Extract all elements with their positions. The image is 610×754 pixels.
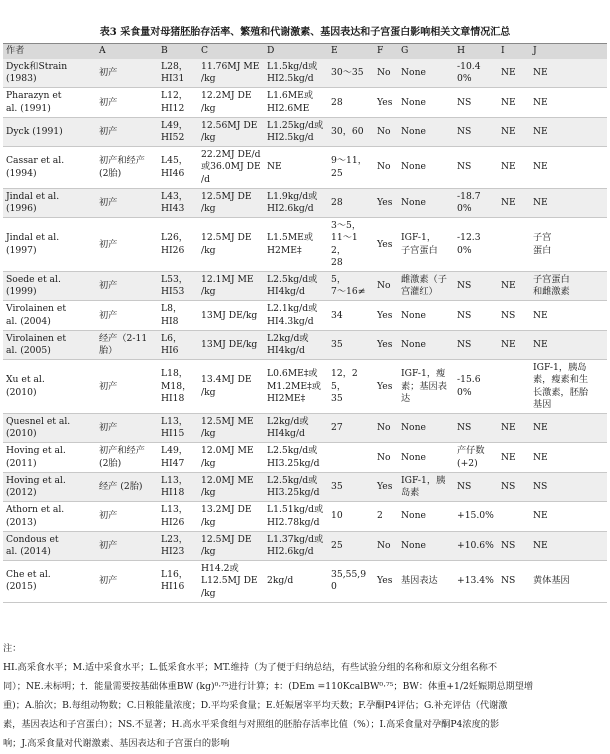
table-cell: NE bbox=[530, 88, 607, 117]
table-cell: NE bbox=[530, 147, 607, 189]
table-cell: NS bbox=[498, 301, 530, 330]
table-cell: +15.0% bbox=[454, 502, 498, 531]
table-row bbox=[3, 360, 607, 414]
table-cell: 产仔数 (+2) bbox=[454, 443, 498, 472]
table-cell: -12.30% bbox=[454, 218, 498, 272]
table-cell: No bbox=[374, 117, 398, 146]
table-cell: Yes bbox=[374, 301, 398, 330]
table-cell: 初产 bbox=[96, 272, 158, 301]
table-cell: L6， HI6 bbox=[158, 330, 198, 359]
table-cell: 34 bbox=[328, 301, 374, 330]
table-cell: Yes bbox=[374, 218, 398, 272]
table-cell: None bbox=[398, 531, 454, 560]
table-cell: 初产 bbox=[96, 218, 158, 272]
table-cell: Pharazyn et al. (1991) bbox=[3, 88, 96, 117]
table-cell: L13， HI26 bbox=[158, 502, 198, 531]
table-cell: 2kg/d bbox=[264, 561, 328, 603]
table-cell: L1.5ME或 H2ME‡ bbox=[264, 218, 328, 272]
table-cell: 经产 (2胎) bbox=[96, 472, 158, 501]
table-cell: 初产 bbox=[96, 301, 158, 330]
table-cell: L0.6ME‡或 M1.2ME‡或 HI2ME‡ bbox=[264, 360, 328, 414]
table-cell: Dyck和Strain (1983) bbox=[3, 59, 96, 88]
column-header: B bbox=[158, 44, 198, 60]
table-cell: NE bbox=[530, 414, 607, 443]
table-cell: 子宫蛋白 和雌激素 bbox=[530, 272, 607, 301]
table-cell: L23， HI23 bbox=[158, 531, 198, 560]
table-cell: L49， HI52 bbox=[158, 117, 198, 146]
table-cell: NS bbox=[454, 117, 498, 146]
table-cell: Yes bbox=[374, 330, 398, 359]
table-cell: 5， 7～16≠ bbox=[328, 272, 374, 301]
table-cell: 子宫 蛋白 bbox=[530, 218, 607, 272]
table-cell: 初产 bbox=[96, 88, 158, 117]
table-cell: 12.0MJ ME /kg bbox=[198, 472, 264, 501]
table-cell: NE bbox=[498, 272, 530, 301]
table-cell: NE bbox=[530, 188, 607, 217]
table-cell: L1.5kg/d或 HI2.5kg/d bbox=[264, 59, 328, 88]
table-header-row bbox=[3, 44, 607, 60]
table-cell: 35 bbox=[328, 472, 374, 501]
table-cell: NS bbox=[454, 301, 498, 330]
table-cell: Cassar et al. (1994) bbox=[3, 147, 96, 189]
table-cell: None bbox=[398, 301, 454, 330]
table-cell: L13， HI15 bbox=[158, 414, 198, 443]
table-cell: L2.5kg/d或 HI3.25kg/d bbox=[264, 472, 328, 501]
table-cell: 雌激素（子 宫灌红） bbox=[398, 272, 454, 301]
table-cell: 12.56MJ DE /kg bbox=[198, 117, 264, 146]
table-row bbox=[3, 472, 607, 501]
table-cell: IGF-1，瘦 素；基因表 达 bbox=[398, 360, 454, 414]
table-cell bbox=[498, 218, 530, 272]
table-cell: None bbox=[398, 59, 454, 88]
table-cell: 35,55,90 bbox=[328, 561, 374, 603]
table-cell: IGF-1， 子宫蛋白 bbox=[398, 218, 454, 272]
table-cell: 12.5MJ ME /kg bbox=[198, 414, 264, 443]
table-cell: 黄体基因 bbox=[530, 561, 607, 603]
table-cell: NS bbox=[454, 147, 498, 189]
table-cell: +13.4% bbox=[454, 561, 498, 603]
table-cell: None bbox=[398, 88, 454, 117]
column-header: F bbox=[374, 44, 398, 60]
table-notes bbox=[3, 639, 603, 753]
table-cell: L1.6ME或 HI2.6ME bbox=[264, 88, 328, 117]
table-cell: Virolainen et al. (2005) bbox=[3, 330, 96, 359]
table-cell: L2.5kg/d或 HI3.25kg/d bbox=[264, 443, 328, 472]
table-row bbox=[3, 301, 607, 330]
column-header: I bbox=[498, 44, 530, 60]
note-line: 同）；NE.未标明；†．能量需要按基础体重BW (kg)⁰·⁷⁵进行计算；‡：(DEm =110KcalBW⁰·⁷⁵；BW：体重+1/2妊娠期总期望增 bbox=[3, 681, 534, 692]
column-header: J bbox=[530, 44, 607, 60]
table-cell: Jindal et al. (1996) bbox=[3, 188, 96, 217]
table-cell: No bbox=[374, 272, 398, 301]
table-cell: None bbox=[398, 117, 454, 146]
table-cell: 12.5MJ DE /kg bbox=[198, 531, 264, 560]
table-cell: Virolainen et al. (2004) bbox=[3, 301, 96, 330]
table-cell: NE bbox=[530, 59, 607, 88]
table-cell bbox=[498, 502, 530, 531]
summary-table bbox=[3, 43, 607, 603]
table-cell bbox=[328, 443, 374, 472]
table-cell: 3～5， 11～12， 28 bbox=[328, 218, 374, 272]
table-cell: -10.40% bbox=[454, 59, 498, 88]
column-header: D bbox=[264, 44, 328, 60]
table-cell: 初产 bbox=[96, 502, 158, 531]
table-cell: 初产 bbox=[96, 59, 158, 88]
table-cell: None bbox=[398, 188, 454, 217]
table-cell: L8， HI8 bbox=[158, 301, 198, 330]
table-cell: 2 bbox=[374, 502, 398, 531]
table-row bbox=[3, 147, 607, 189]
table-cell: NS bbox=[498, 561, 530, 603]
table-row bbox=[3, 502, 607, 531]
table-cell: L2.1kg/d或 HI4.3kg/d bbox=[264, 301, 328, 330]
table-cell: L53， HI53 bbox=[158, 272, 198, 301]
table-cell: No bbox=[374, 443, 398, 472]
table-cell: 22.2MJ DE/d 或36.0MJ DE /d bbox=[198, 147, 264, 189]
table-cell: No bbox=[374, 59, 398, 88]
table-cell: L43， HI43 bbox=[158, 188, 198, 217]
table-cell: None bbox=[398, 414, 454, 443]
table-cell: NE bbox=[530, 117, 607, 146]
table-cell: L13， HI18 bbox=[158, 472, 198, 501]
table-cell: NE bbox=[498, 330, 530, 359]
table-cell: 12.2MJ DE /kg bbox=[198, 88, 264, 117]
table-cell: NE bbox=[530, 301, 607, 330]
table-row bbox=[3, 443, 607, 472]
table-cell: -15.60% bbox=[454, 360, 498, 414]
table-row bbox=[3, 561, 607, 603]
note-line: 响；J.高采食量对代谢激素、基因表达和子宫蛋白的影响 bbox=[3, 738, 230, 749]
column-header: H bbox=[454, 44, 498, 60]
table-cell: No bbox=[374, 414, 398, 443]
table-cell: None bbox=[398, 502, 454, 531]
table-cell: Athorn et al. (2013) bbox=[3, 502, 96, 531]
table-cell: Hoving et al. (2012) bbox=[3, 472, 96, 501]
table-cell: Yes bbox=[374, 360, 398, 414]
table-cell: NS bbox=[530, 472, 607, 501]
table-row bbox=[3, 117, 607, 146]
table-cell: L18， M18， HI18 bbox=[158, 360, 198, 414]
table-cell: 初产 bbox=[96, 117, 158, 146]
table-cell: 初产和经产 (2胎) bbox=[96, 443, 158, 472]
table-cell: NS bbox=[454, 414, 498, 443]
table-cell: 12.5MJ DE /kg bbox=[198, 188, 264, 217]
table-row bbox=[3, 188, 607, 217]
column-header: E bbox=[328, 44, 374, 60]
table-cell: NE bbox=[498, 88, 530, 117]
table-cell: Quesnel et al. (2010) bbox=[3, 414, 96, 443]
table-cell: NS bbox=[498, 531, 530, 560]
table-cell: Soede et al. (1999) bbox=[3, 272, 96, 301]
table-cell: 基因表达 bbox=[398, 561, 454, 603]
table-cell: 35 bbox=[328, 330, 374, 359]
table-cell: 初产和经产 (2胎) bbox=[96, 147, 158, 189]
table-cell: NS bbox=[454, 472, 498, 501]
table-cell: NE bbox=[498, 147, 530, 189]
table-cell: IGF-1，胰岛 素，瘦素和生 长激素，胚胎 基因 bbox=[530, 360, 607, 414]
table-title: 表3 采食量对母猪胚胎存活率、繁殖和代谢激素、基因表达和子宫蛋白影响相关文章情况汇总 bbox=[99, 27, 511, 38]
table-cell: L26， HI26 bbox=[158, 218, 198, 272]
note-line: 素，基因表达和子宫蛋白）；NS.不显著；H.高水平采食组与对照组的胚胎存活率比值（%）；I.高采食量对孕酮P4浓度的影 bbox=[3, 719, 500, 730]
table-cell: 25 bbox=[328, 531, 374, 560]
table-cell: L1.51kg/d或 HI2.78kg/d bbox=[264, 502, 328, 531]
table-cell: Jindal et al. (1997) bbox=[3, 218, 96, 272]
table-cell: IGF-1，胰 岛素 bbox=[398, 472, 454, 501]
table-cell: Condous et al. (2014) bbox=[3, 531, 96, 560]
table-cell: L1.37kg/d或 HI2.6kg/d bbox=[264, 531, 328, 560]
table-cell: L2kg/d或 HI4kg/d bbox=[264, 330, 328, 359]
column-header: G bbox=[398, 44, 454, 60]
table-cell: 初产 bbox=[96, 414, 158, 443]
table-cell: 28 bbox=[328, 88, 374, 117]
table-cell: NE bbox=[498, 188, 530, 217]
table-cell: L45， HI46 bbox=[158, 147, 198, 189]
table-cell: NE bbox=[530, 531, 607, 560]
column-header: C bbox=[198, 44, 264, 60]
table-cell: NE bbox=[530, 502, 607, 531]
table-cell: H14.2或 L12.5MJ DE /kg bbox=[198, 561, 264, 603]
table-cell: 28 bbox=[328, 188, 374, 217]
table-cell: 初产 bbox=[96, 531, 158, 560]
table-cell: NE bbox=[530, 330, 607, 359]
table-cell: 初产 bbox=[96, 188, 158, 217]
table-cell: Xu et al. (2010) bbox=[3, 360, 96, 414]
table-row bbox=[3, 88, 607, 117]
table-cell: 9～11， 25 bbox=[328, 147, 374, 189]
table-cell: NE bbox=[498, 59, 530, 88]
table-cell: None bbox=[398, 443, 454, 472]
table-cell: 13.2MJ DE /kg bbox=[198, 502, 264, 531]
table-cell: L2kg/d或 HI4kg/d bbox=[264, 414, 328, 443]
table-cell: NS bbox=[498, 472, 530, 501]
table-cell: NS bbox=[454, 330, 498, 359]
table-row bbox=[3, 272, 607, 301]
table-cell: 12.1MJ ME /kg bbox=[198, 272, 264, 301]
table-cell: 13MJ DE/kg bbox=[198, 330, 264, 359]
table-cell: Yes bbox=[374, 88, 398, 117]
table-cell: -18.70% bbox=[454, 188, 498, 217]
table-cell: 初产 bbox=[96, 360, 158, 414]
table-cell: +10.6% bbox=[454, 531, 498, 560]
table-cell: 10 bbox=[328, 502, 374, 531]
table-cell: No bbox=[374, 531, 398, 560]
table-cell: Yes bbox=[374, 188, 398, 217]
table-cell: NE bbox=[498, 443, 530, 472]
table-cell: None bbox=[398, 147, 454, 189]
table-cell: L1.9kg/d或 HI2.6kg/d bbox=[264, 188, 328, 217]
table-cell: NS bbox=[454, 88, 498, 117]
table-row bbox=[3, 414, 607, 443]
note-line: HI.高采食水平；M.适中采食水平；L.低采食水平；MT.维持（为了便于归纳总结，有些试验分组的名称和原文分组名称不 bbox=[3, 662, 498, 673]
table-cell: 13MJ DE/kg bbox=[198, 301, 264, 330]
table-cell: 27 bbox=[328, 414, 374, 443]
table-cell: NE bbox=[264, 147, 328, 189]
table-cell: 30～35 bbox=[328, 59, 374, 88]
table-cell: 经产（2-11 胎） bbox=[96, 330, 158, 359]
note-line: 注： bbox=[3, 643, 22, 654]
table-cell: Yes bbox=[374, 472, 398, 501]
table-cell: 12.5MJ DE /kg bbox=[198, 218, 264, 272]
table-cell: Yes bbox=[374, 561, 398, 603]
table-cell: 13.4MJ DE /kg bbox=[198, 360, 264, 414]
table-cell: None bbox=[398, 330, 454, 359]
column-header: 作者 bbox=[3, 44, 96, 60]
table-cell: 11.76MJ ME /kg bbox=[198, 59, 264, 88]
table-cell: NE bbox=[498, 117, 530, 146]
table-row bbox=[3, 531, 607, 560]
table-cell: L1.25kg/d或 HI2.5kg/d bbox=[264, 117, 328, 146]
table-cell: L2.5kg/d或 HI4kg/d bbox=[264, 272, 328, 301]
column-header: A bbox=[96, 44, 158, 60]
table-row bbox=[3, 330, 607, 359]
table-cell: L16， HI16 bbox=[158, 561, 198, 603]
note-line: 重)；A.胎次；B.每组动物数；C.日粮能量浓度；D.平均采食量；E.妊娠屠宰平均天数；F.孕酮P4评估；G.补充评估（代谢激 bbox=[3, 700, 508, 711]
table-cell bbox=[498, 360, 530, 414]
table-cell: NS bbox=[454, 272, 498, 301]
table-cell: 12，25， 35 bbox=[328, 360, 374, 414]
table-cell: L49， HI47 bbox=[158, 443, 198, 472]
table-cell: Hoving et al. (2011) bbox=[3, 443, 96, 472]
table-cell: No bbox=[374, 147, 398, 189]
table-cell: NE bbox=[498, 414, 530, 443]
table-cell: 初产 bbox=[96, 561, 158, 603]
table-cell: 12.0MJ ME /kg bbox=[198, 443, 264, 472]
table-cell: Dyck (1991) bbox=[3, 117, 96, 146]
table-cell: NE bbox=[530, 443, 607, 472]
table-cell: L28， HI31 bbox=[158, 59, 198, 88]
table-row bbox=[3, 59, 607, 88]
table-cell: L12， HI12 bbox=[158, 88, 198, 117]
table-row bbox=[3, 218, 607, 272]
table-cell: Che et al. (2015) bbox=[3, 561, 96, 603]
table-cell: 30，60 bbox=[328, 117, 374, 146]
